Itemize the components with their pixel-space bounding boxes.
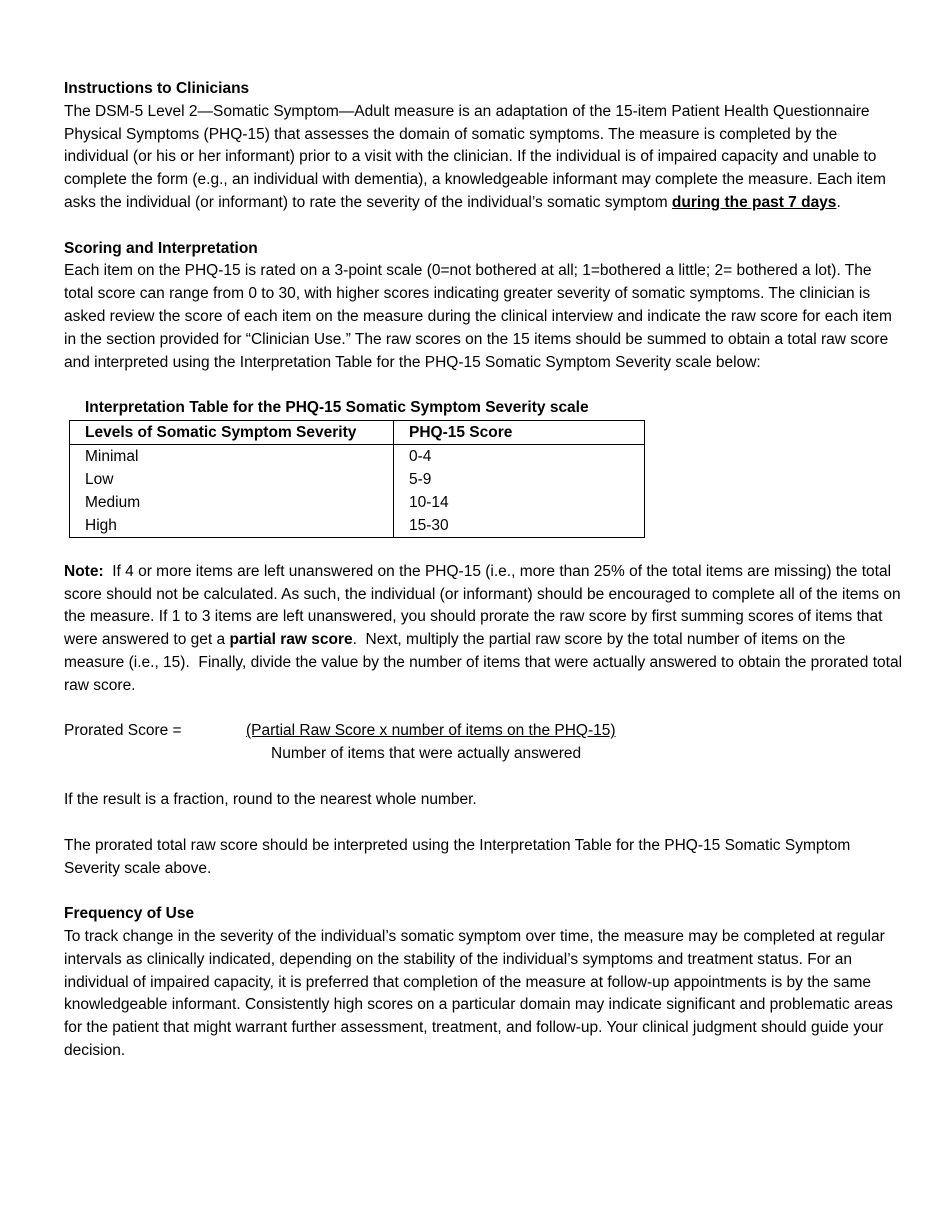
note-text: If 4 or more items are left unanswered on the PHQ-15 (i.e., more than 25% of the total items are missing) the total score should not be calculated. As such, the individual (or informant) should be encouraged to complete all of the items on the measure. If 1 to 3 items are left unanswered, you should prorate the raw score by first summing scores of items that were answered to get a (64, 562, 905, 649)
rounding-paragraph: If the result is a fraction, round to the nearest whole number. (64, 791, 477, 809)
formula-label: Prorated Score = (64, 722, 182, 740)
table-cell-score: 15-30 (409, 516, 449, 534)
instructions-emphasis: during the past 7 days (671, 193, 837, 211)
prorated-paragraph: The prorated total raw score should be interpreted using the Interpretation Table for the PHQ-15 Somatic Symptom Severity scale above. (64, 836, 851, 877)
scoring-paragraph: Each item on the PHQ-15 is rated on a 3-point scale (0=not bothered at all; 1=bothered a little; 2= bothered a lot). The total score can range from 0 to 30, with higher scores indicating greater severity of somatic symptoms. The clinician is asked review the score of each item on the measure during the clinical interview and indicate the raw score for each item in the section provided for “Clinician Use.” The raw scores on the 15 items should be summed to obtain a total raw score and interpreted using the Interpretation Table for the PHQ-15 Somatic Symptom Severity scale below: (64, 262, 892, 371)
interpretation-table (69, 420, 645, 538)
interpretation-table-section (69, 397, 645, 538)
table-row (70, 444, 645, 468)
note-paragraph (64, 561, 907, 698)
document-content (64, 78, 907, 1063)
frequency-paragraph: To track change in the severity of the individual’s somatic symptom over time, the measure may be completed at regular intervals as clinically indicated, depending on the stability of the individual’s symptoms and treatment status. For an individual of impaired capacity, it is preferred that completion of the measure at follow-up appointments is by the same knowledgeable informant. Consistently high scores on a particular domain may indicate significant and problematic areas for the patient that might warrant further assessment, treatment, and follow-up. Your clinical judgment should guide your decision. (64, 927, 893, 1059)
table-cell-score: 0-4 (409, 447, 432, 465)
prorated-formula (64, 720, 904, 766)
table-cell-level: High (70, 514, 394, 538)
formula-denominator: Number of items that were actually answered (271, 745, 582, 763)
table-cell-score: 5-9 (409, 470, 432, 488)
note-emphasis: partial raw score (229, 631, 353, 649)
interpretation-table-title: Interpretation Table for the PHQ-15 Somatic Symptom Severity scale (85, 399, 589, 417)
table-header-score: PHQ-15 Score (394, 420, 645, 444)
note-text-end: . Next, multiply the partial raw score by the total number of items on the measure (i.e., 15). Finally, divide the value by the number of items that were actually answered to obtain the prorated total raw score. (64, 631, 907, 694)
table-cell-level: Medium (70, 491, 394, 514)
table-cell-level: Minimal (70, 444, 394, 468)
table-header-row (70, 420, 645, 444)
instructions-text: The DSM-5 Level 2—Somatic Symptom—Adult measure is an adaptation of the 15-item Patient Health Questionnaire Physical Symptoms (PHQ-15) that assesses the domain of somatic symptoms. The measure is completed by the individual (or his or her informant) prior to a visit with the clinician. If the individual is of impaired capacity and unable to complete the form (e.g., an individual with dementia), a knowledgeable informant may complete the measure. Each item asks the individual (or informant) to rate the severity of the individual’s somatic symptom (64, 102, 886, 211)
table-cell-score: 10-14 (409, 493, 449, 511)
table-header-severity: Levels of Somatic Symptom Severity (70, 420, 394, 444)
instructions-paragraph (64, 101, 904, 215)
formula-numerator: (Partial Raw Score x number of items on the PHQ-15) (246, 722, 616, 740)
instructions-heading: Instructions to Clinicians (64, 80, 250, 97)
table-row (70, 514, 645, 538)
instructions-text-end: . (836, 193, 841, 211)
table-row (70, 468, 645, 491)
table-row (70, 491, 645, 514)
scoring-heading: Scoring and Interpretation (64, 239, 258, 257)
note-label: Note: (64, 562, 104, 580)
table-cell-level: Low (70, 468, 394, 491)
frequency-heading: Frequency of Use (64, 905, 195, 923)
